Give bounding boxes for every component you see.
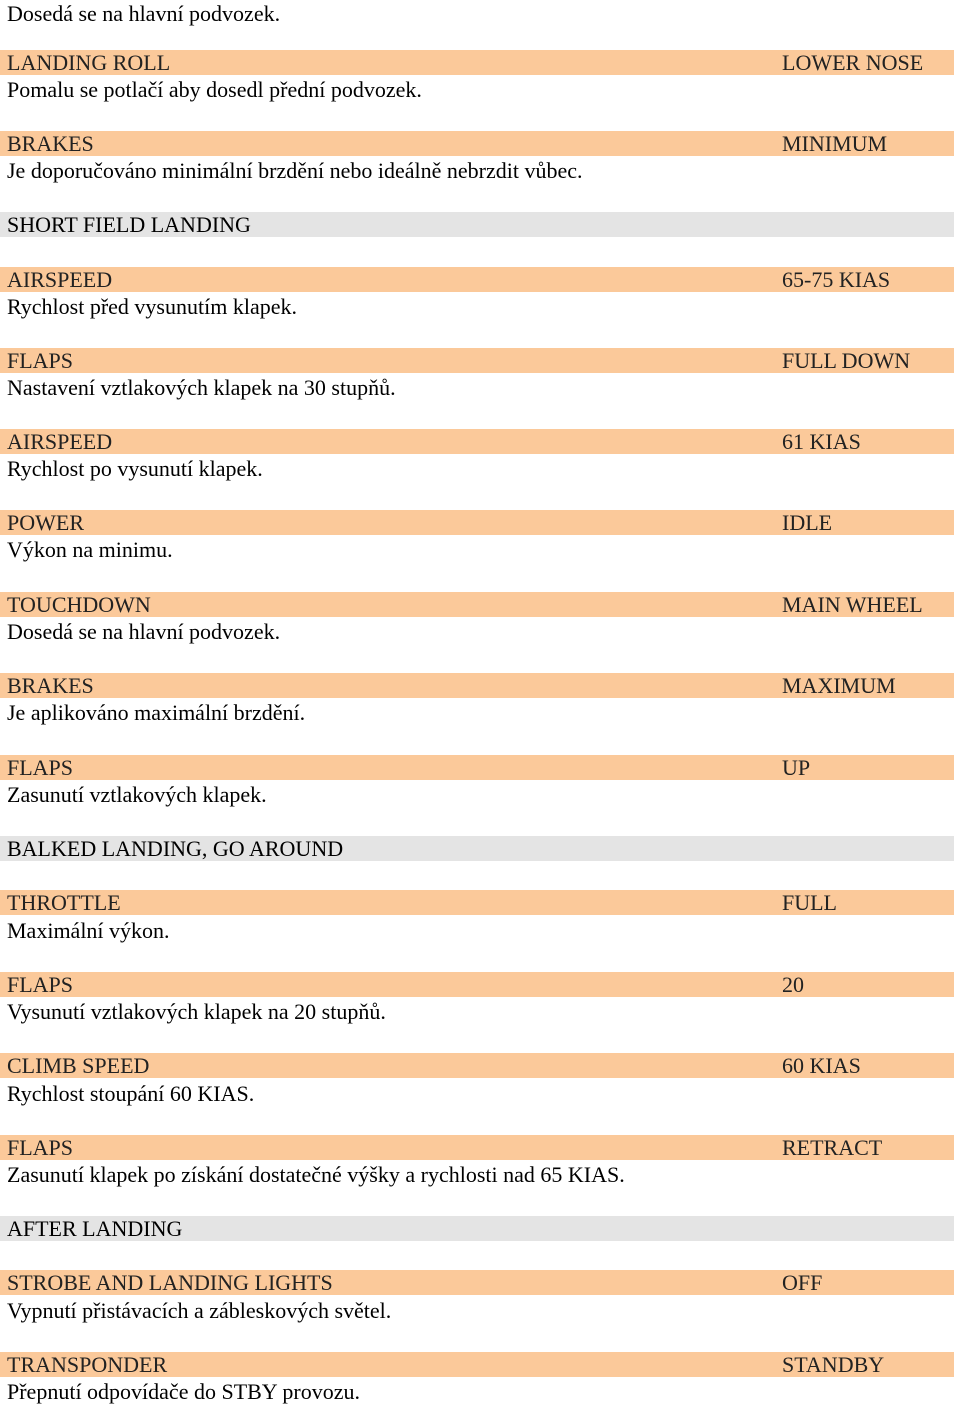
step-value: 61 KIAS <box>782 429 861 454</box>
checklist-step-bar <box>0 131 954 156</box>
step-name: FLAPS <box>7 972 74 997</box>
step-name: AIRSPEED <box>7 429 113 454</box>
checklist-step-bar <box>0 972 954 997</box>
checklist-step-bar <box>0 50 954 75</box>
section-header <box>0 836 954 861</box>
section-header <box>0 212 954 237</box>
step-value: 60 KIAS <box>782 1053 861 1078</box>
step-description: Vypnutí přistávacích a zábleskových světel. <box>7 1298 392 1323</box>
checklist-step-bar <box>0 429 954 454</box>
step-value: 65-75 KIAS <box>782 267 891 292</box>
step-value: IDLE <box>782 510 833 535</box>
step-value: STANDBY <box>782 1352 885 1377</box>
step-value: MINIMUM <box>782 131 888 156</box>
step-description: Nastavení vztlakových klapek na 30 stupňů. <box>7 375 396 400</box>
step-name: BRAKES <box>7 131 94 156</box>
step-description: Zasunutí vztlakových klapek. <box>7 782 267 807</box>
step-name: FLAPS <box>7 1135 74 1160</box>
step-description: Rychlost před vysunutím klapek. <box>7 294 297 319</box>
step-value: RETRACT <box>782 1135 883 1160</box>
step-description: Přepnutí odpovídače do STBY provozu. <box>7 1379 360 1404</box>
step-value: FULL <box>782 890 837 915</box>
step-description: Výkon na minimu. <box>7 537 173 562</box>
checklist-step-bar <box>0 673 954 698</box>
step-value: MAXIMUM <box>782 673 896 698</box>
step-description: Zasunutí klapek po získání dostatečné výšky a rychlosti nad 65 KIAS. <box>7 1162 625 1187</box>
step-description: Rychlost stoupání 60 KIAS. <box>7 1081 255 1106</box>
section-title: SHORT FIELD LANDING <box>7 212 251 237</box>
step-description: Rychlost po vysunutí klapek. <box>7 456 263 481</box>
checklist-step-bar <box>0 592 954 617</box>
step-value: LOWER NOSE <box>782 50 924 75</box>
checklist-step-bar <box>0 1270 954 1295</box>
step-description: Maximální výkon. <box>7 918 170 943</box>
step-value: FULL DOWN <box>782 348 911 373</box>
section-title: BALKED LANDING, GO AROUND <box>7 836 344 861</box>
section-header <box>0 1216 954 1241</box>
checklist-step-bar <box>0 890 954 915</box>
section-title: AFTER LANDING <box>7 1216 183 1241</box>
step-value: UP <box>782 755 811 780</box>
checklist-step-bar <box>0 755 954 780</box>
step-name: CLIMB SPEED <box>7 1053 150 1078</box>
step-description: Vysunutí vztlakových klapek na 20 stupňů. <box>7 999 386 1024</box>
step-name: STROBE AND LANDING LIGHTS <box>7 1270 333 1295</box>
checklist-step-bar <box>0 510 954 535</box>
description-text: Dosedá se na hlavní podvozek. <box>7 1 281 26</box>
step-name: POWER <box>7 510 84 535</box>
step-description: Je aplikováno maximální brzdění. <box>7 700 306 725</box>
step-description: Je doporučováno minimální brzdění nebo ideálně nebrzdit vůbec. <box>7 158 583 183</box>
step-value: 20 <box>782 972 804 997</box>
step-name: THROTTLE <box>7 890 121 915</box>
checklist-step-bar <box>0 267 954 292</box>
step-name: BRAKES <box>7 673 94 698</box>
step-name: AIRSPEED <box>7 267 113 292</box>
checklist-step-bar <box>0 1352 954 1377</box>
step-name: LANDING ROLL <box>7 50 171 75</box>
step-description: Dosedá se na hlavní podvozek. <box>7 619 281 644</box>
step-description: Pomalu se potlačí aby dosedl přední podvozek. <box>7 77 422 102</box>
checklist-step-bar <box>0 1135 954 1160</box>
checklist-step-bar <box>0 348 954 373</box>
step-name: FLAPS <box>7 348 74 373</box>
step-value: MAIN WHEEL <box>782 592 923 617</box>
step-name: TRANSPONDER <box>7 1352 168 1377</box>
step-name: FLAPS <box>7 755 74 780</box>
checklist-step-bar <box>0 1053 954 1078</box>
step-name: TOUCHDOWN <box>7 592 151 617</box>
step-value: OFF <box>782 1270 823 1295</box>
